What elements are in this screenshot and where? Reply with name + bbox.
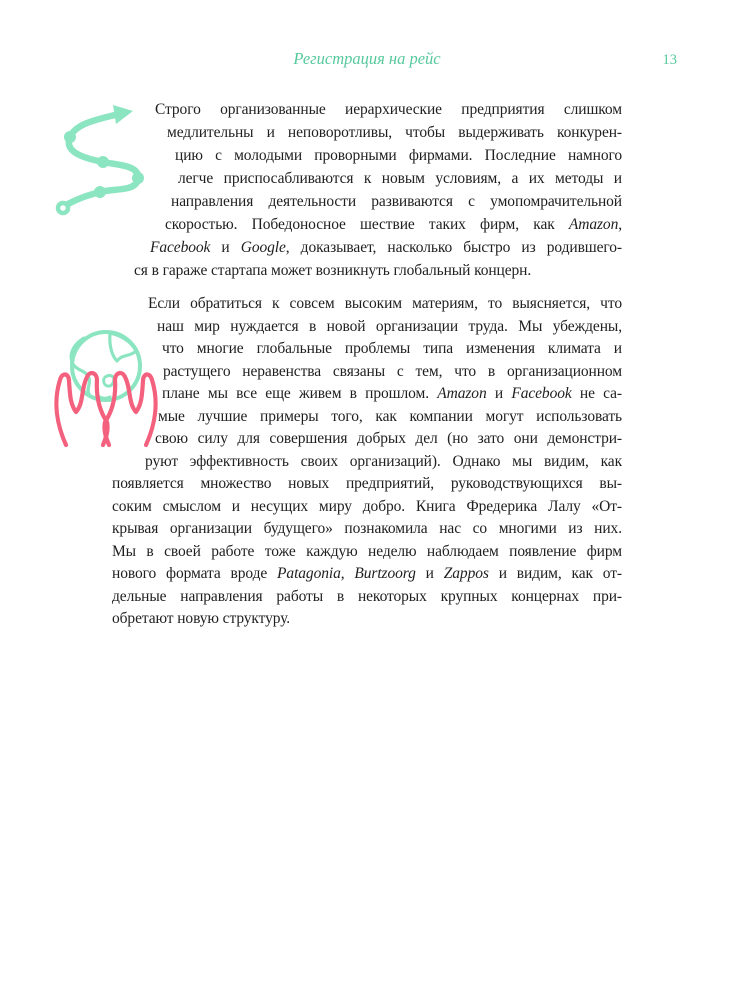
text-line — [112, 406, 622, 429]
text-segment: Если обратиться к совсем высоким материям, то выясняется, что — [148, 295, 622, 312]
text-line — [112, 563, 622, 586]
text-line — [112, 586, 622, 609]
text-line — [112, 473, 622, 496]
text-line — [112, 259, 622, 282]
text-segment: скоростью. Победоносное шествие таких фирм, как — [165, 216, 569, 233]
text-line — [112, 98, 622, 121]
text-line — [112, 361, 622, 384]
text-segment: обретают новую структуру. — [112, 610, 291, 627]
text-line — [112, 190, 622, 213]
paragraph-1 — [112, 98, 622, 282]
text-segment: руют эффективность своих организаций). Однако мы видим, как — [145, 452, 622, 470]
running-header-title: Регистрация на рейс — [293, 49, 441, 68]
text-segment: нового формата вроде — [112, 565, 278, 582]
text-segment: плане мы все еще живем в прошлом. — [162, 385, 438, 402]
text-segment-italic: Facebook — [511, 385, 572, 402]
text-segment: , — [340, 565, 355, 582]
text-line — [112, 451, 622, 474]
text-segment-italic: Burtzoorg — [354, 565, 416, 582]
text-segment: дельные направления работы в некоторых крупных концернах при- — [112, 587, 622, 605]
text-segment: ся в гараже стартапа может возникнуть глобальный концерн. — [134, 262, 532, 279]
text-line — [112, 428, 622, 451]
text-segment: медлительны и неповоротливы, чтобы выдерживать конкурен- — [167, 124, 622, 141]
text-line — [112, 144, 622, 167]
text-segment: и — [486, 385, 512, 402]
text-line — [112, 236, 622, 259]
text-segment-italic: Amazon — [437, 385, 487, 402]
text-segment: направления деятельности развиваются с умопомрачительной — [171, 193, 622, 210]
text-segment: Строго организованные иерархические предприятия слишком — [155, 101, 622, 118]
text-segment: не са- — [571, 385, 622, 402]
text-segment: наш мир нуждается в новой организации труда. Мы убеждены, — [157, 317, 622, 335]
text-segment: легче приспосабливаются к новым условиям, а их методы и — [178, 170, 622, 187]
text-segment-italic: Zappos — [443, 565, 489, 582]
text-line — [112, 293, 622, 316]
text-segment: мые лучшие примеры того, как компании могут использовать — [158, 407, 622, 425]
text-segment: соким смыслом и несущих миру добро. Книга Фредерика Лалу «От- — [112, 497, 622, 515]
text-segment: и видим, как от- — [488, 565, 622, 582]
text-segment: свою силу для совершения добрых дел (но зато они демонстри- — [155, 430, 622, 447]
text-segment: и — [210, 239, 241, 256]
text-line — [112, 518, 622, 541]
text-segment-italic: Patagonia — [277, 565, 341, 582]
text-segment: что многие глобальные проблемы типа изменения климата и — [162, 340, 622, 357]
text-segment: , — [618, 216, 622, 233]
text-segment: цию с молодыми проворными фирмами. Последние намного — [175, 147, 622, 164]
text-segment: появляется множество новых предприятий, руководствующихся вы- — [112, 475, 622, 492]
text-segment: растущего неравенства связаны с тем, что в организационном — [163, 362, 622, 380]
text-line — [112, 496, 622, 519]
text-line — [112, 167, 622, 190]
text-line — [112, 608, 622, 631]
text-segment: и — [415, 565, 444, 582]
paragraph-2 — [112, 293, 622, 631]
text-segment-italic: Facebook — [150, 239, 211, 256]
text-line — [112, 338, 622, 361]
text-line — [112, 121, 622, 144]
text-segment: Мы в своей работе тоже каждую неделю наблюдаем появление фирм — [112, 542, 622, 560]
text-segment: , доказывает, насколько быстро из родившего- — [285, 239, 622, 256]
text-line — [112, 316, 622, 339]
text-segment-italic: Google — [240, 239, 286, 256]
page-number: 13 — [662, 52, 677, 68]
text-line — [112, 383, 622, 406]
text-line — [112, 541, 622, 564]
text-line — [112, 213, 622, 236]
text-segment: крывая организации будущего» познакомила нас со многими из них. — [112, 520, 622, 537]
text-segment-italic: Amazon — [568, 216, 619, 233]
